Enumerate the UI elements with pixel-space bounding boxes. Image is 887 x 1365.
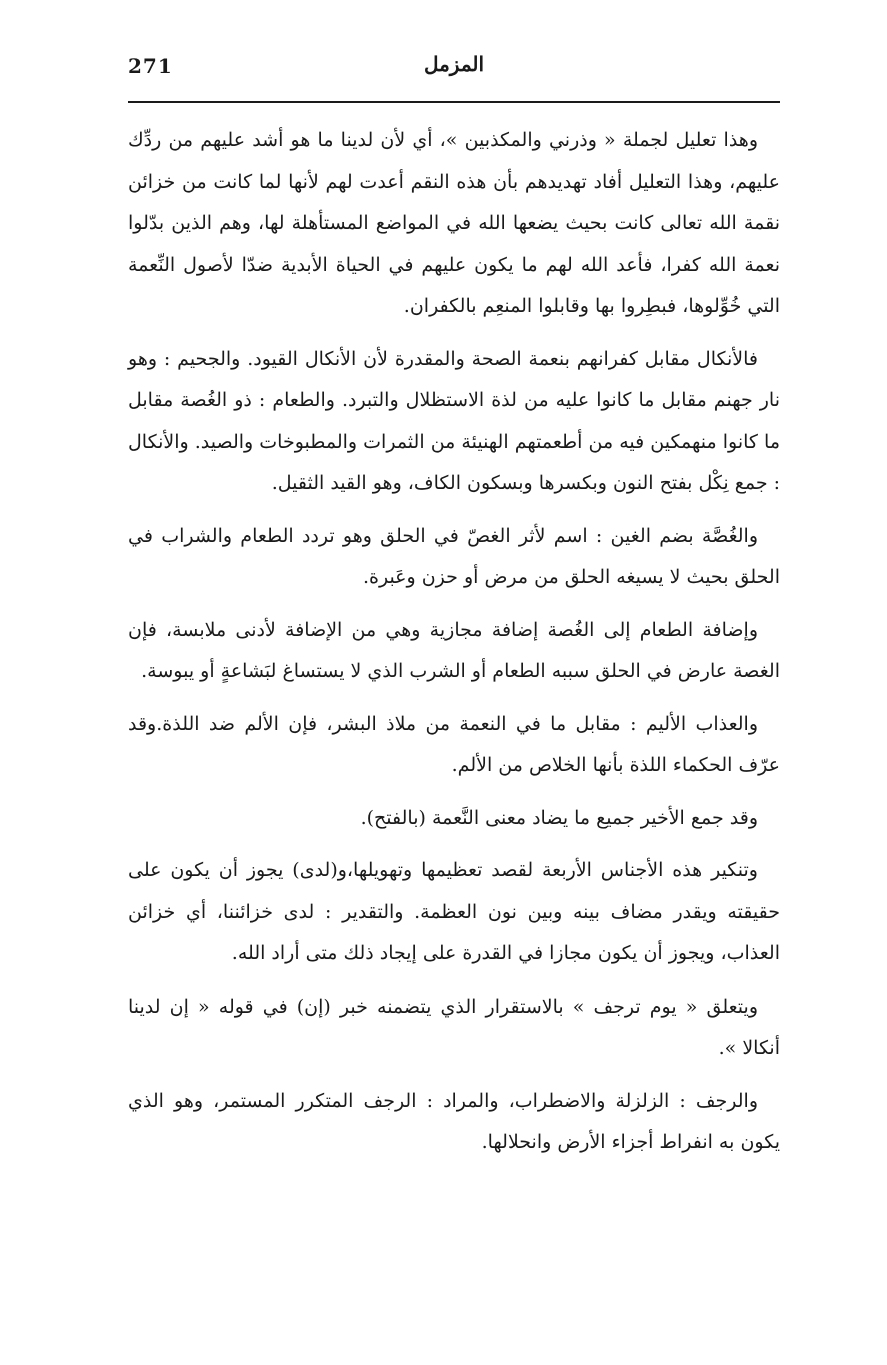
paragraph: والرجف : الزلزلة والاضطراب، والمراد : الرجف المتكرر المستمر، وهو الذي يكون به انفراط أجزاء الأرض وانحلالها. xyxy=(128,1089,780,1153)
paragraph: وتنكير هذه الأجناس الأربعة لقصد تعظيمها وتهويلها،و(لدى) يجوز أن يكون على حقيقته ويقدر مضاف بينه وبين نون العظمة. والتقدير : لدى خزائننا، أي خزائن العذاب، ويجوز أن يكون مجازا في القدرة على إيجاد ذلك متى أراد الله. xyxy=(128,859,780,964)
paragraph: وقد جمع الأخير جميع ما يضاد معنى النَّعمة (بالفتح). xyxy=(360,806,758,829)
page-number: 271 xyxy=(128,54,173,78)
paragraph: فالأنكال مقابل كفرانهم بنعمة الصحة والمقدرة لأن الأنكال القيود. والجحيم : وهو نار جهنم مقابل ما كانوا عليه من لذة الاستظلال والتبرد. والطعام : ذو الغُصة مقابل ما كانوا منهمكين فيه من أطعمتهم الهنيئة من الثمرات والمطبوخات والصيد. والأنكال : جمع نِكْل بفتح النون وبكسرها وبسكون الكاف، وهو القيد الثقيل. xyxy=(128,347,780,494)
paragraph: ويتعلق « يوم ترجف » بالاستقرار الذي يتضمنه خبر (إن) في قوله « إن لدينا أنكالا ». xyxy=(128,995,780,1059)
page-body xyxy=(128,120,780,1175)
header-divider xyxy=(128,101,780,103)
paragraph: وهذا تعليل لجملة « وذرني والمكذبين »، أي لأن لدينا ما هو أشد عليهم من ردِّك عليهم، وهذا التعليل أفاد تهديدهم بأن هذه النقم أعدت لهم لأنها لما كانت من خزائن نقمة الله تعالى كانت بحيث يضعها الله في المواضع المستأهلة لها، وهم الذين بدّلوا نعمة الله كفرا، فأعد الله لهم ما يكون عليهم في الحياة الأبدية ضدّا لأصول النِّعمة التي خُوِّلوها، فبطِروا بها وقابلوا المنعِم بالكفران. xyxy=(128,129,780,317)
running-head-title: المزمل xyxy=(423,52,485,76)
paragraph: والعذاب الأليم : مقابل ما في النعمة من ملاذ البشر، فإن الألم ضد اللذة.وقد عرّف الحكماء اللذة بأنها الخلاص من الألم. xyxy=(128,712,780,776)
paragraph: والغُصَّة بضم الغين : اسم لأثر الغصّ في الحلق وهو تردد الطعام والشراب في الحلق بحيث لا يسيغه الحلق من مرض أو حزن وعَبرة. xyxy=(128,524,780,588)
page-header xyxy=(128,52,780,92)
paragraph: وإضافة الطعام إلى الغُصة إضافة مجازية وهي من الإضافة لأدنى ملابسة، فإن الغصة عارض في الحلق سببه الطعام أو الشرب الذي لا يستساغ لبَشاعةٍ أو يبوسة. xyxy=(128,618,780,682)
